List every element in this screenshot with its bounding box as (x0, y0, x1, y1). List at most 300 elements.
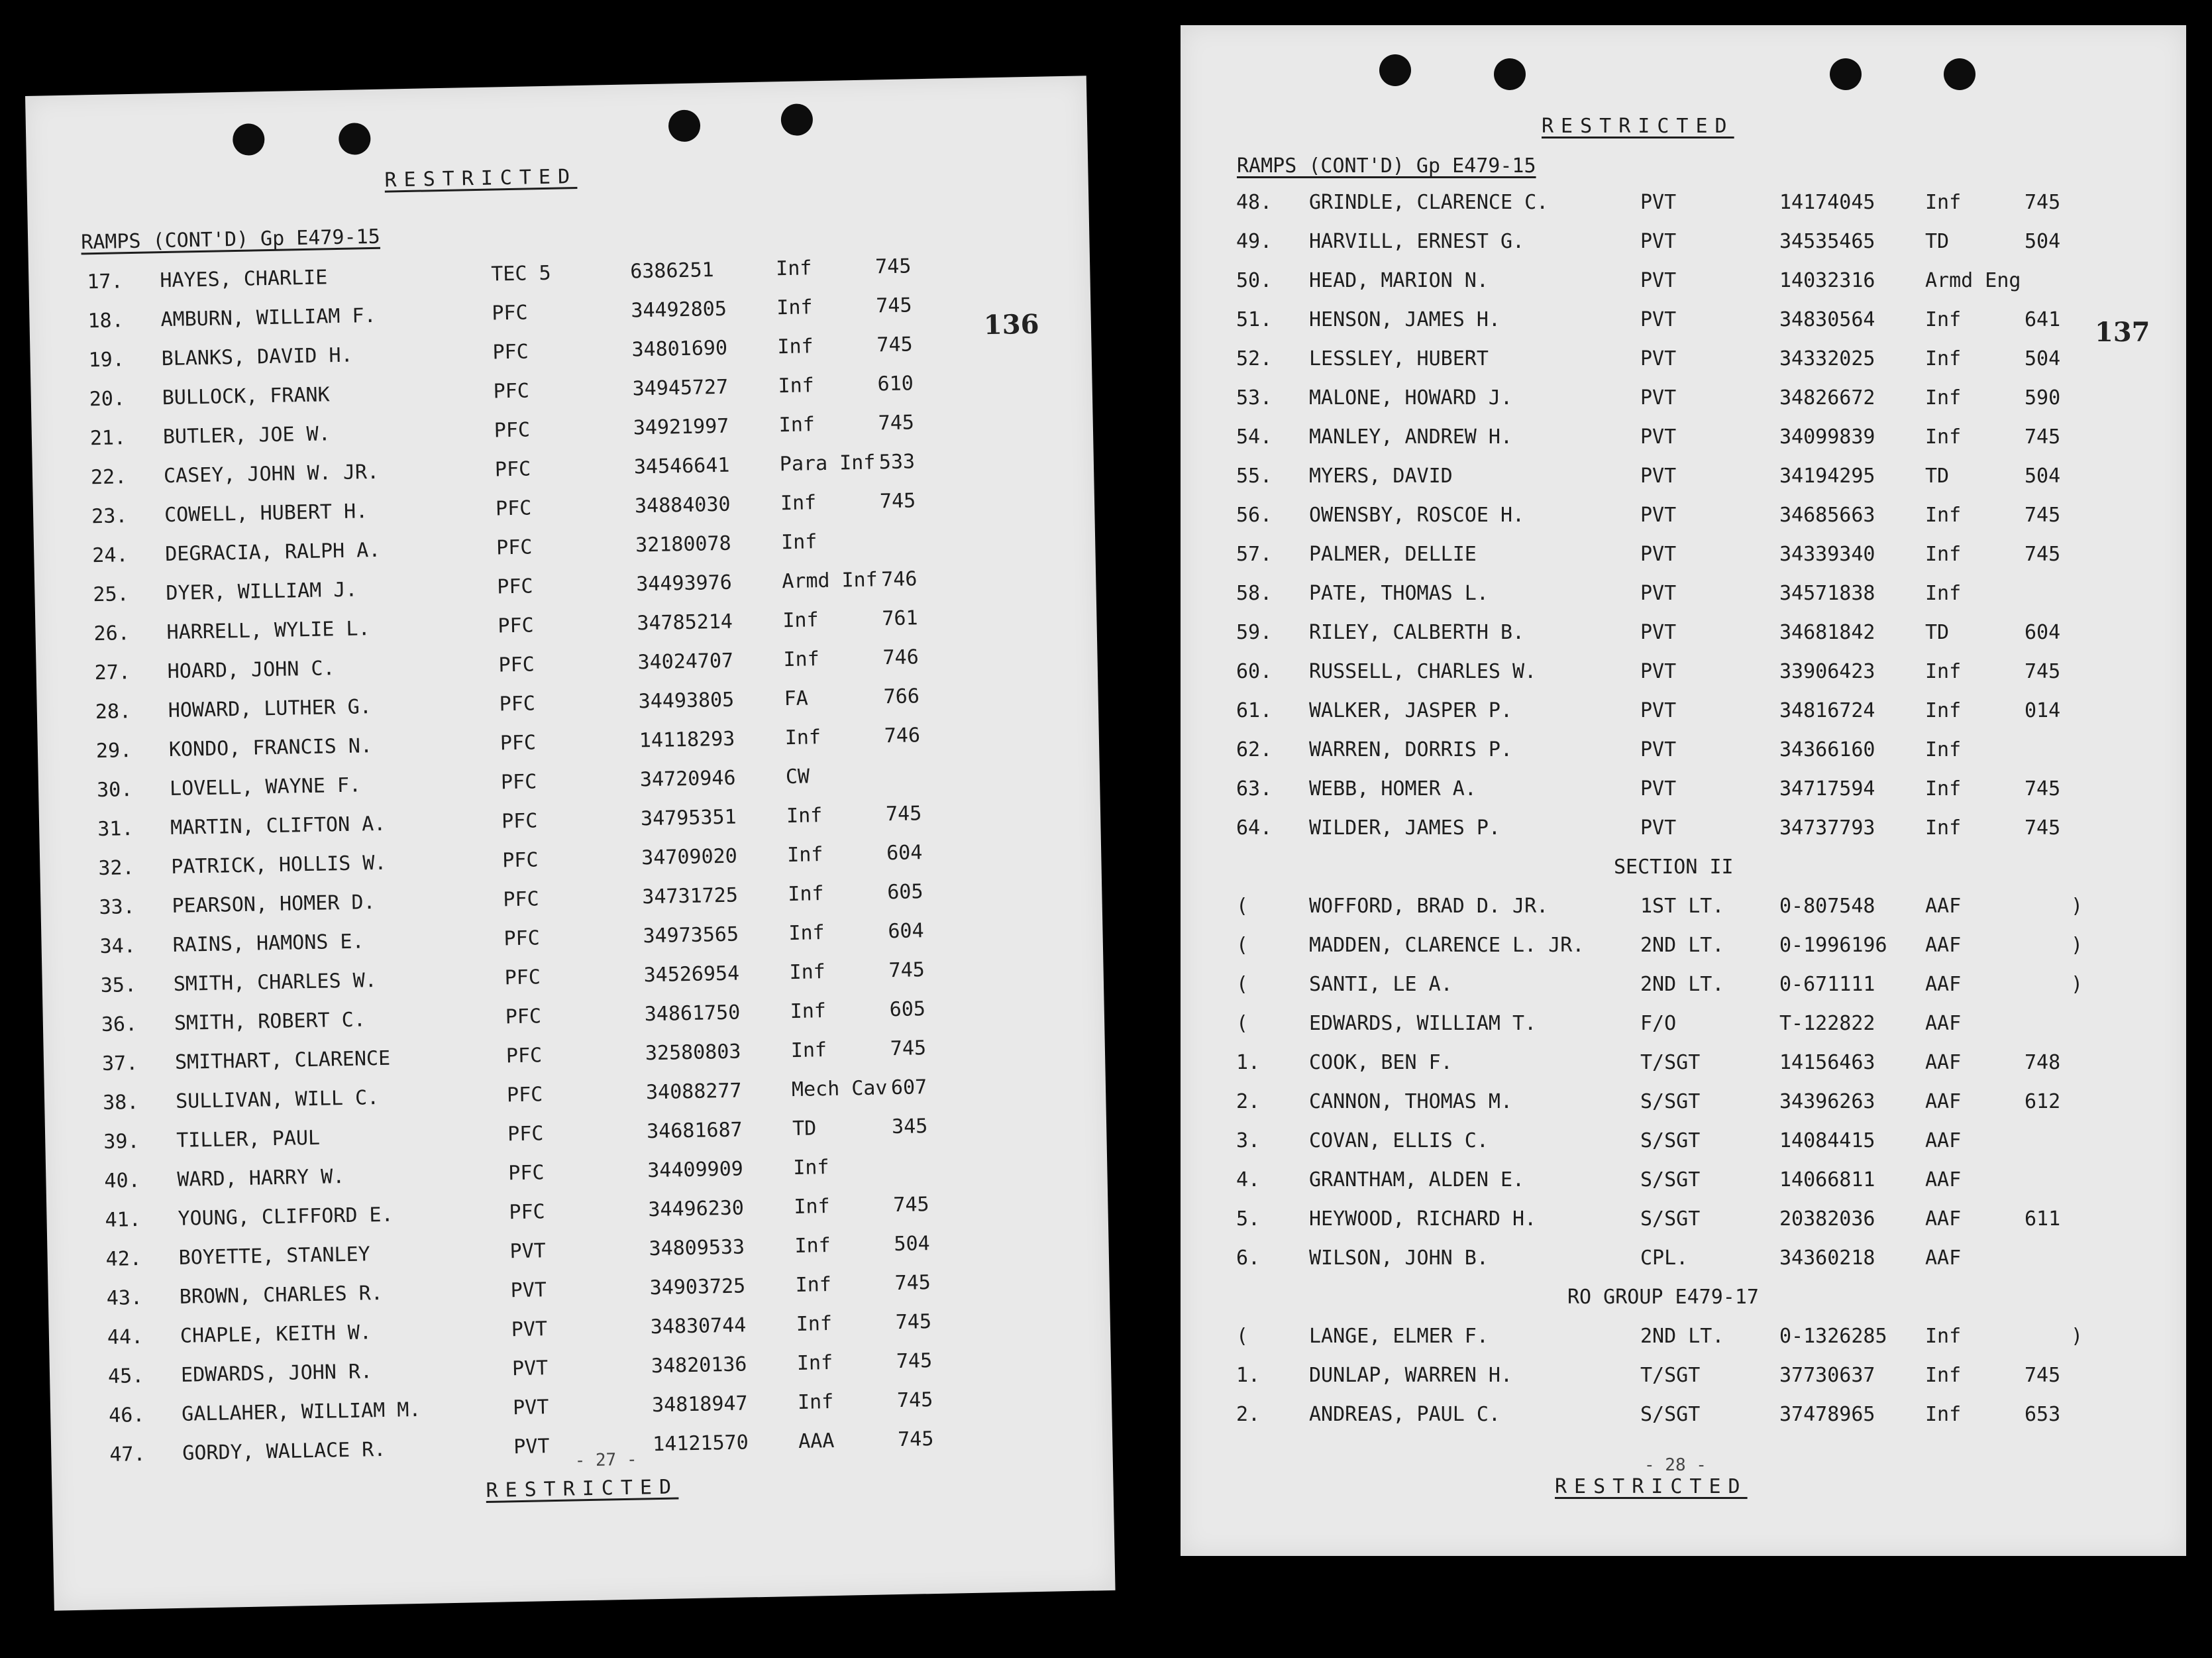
row-number: 22. (90, 465, 127, 490)
soldier-name: LANGE, ELMER F. (1309, 1325, 1489, 1348)
row-number: 23. (91, 504, 128, 529)
soldier-name: SMITHART, CLARENCE (174, 1046, 391, 1074)
soldier-name: MANLEY, ANDREW H. (1309, 425, 1513, 449)
serial-number: 34526954 (643, 962, 740, 987)
soldier-name: DYER, WILLIAM J. (166, 578, 358, 606)
rank: PVT (513, 1435, 550, 1459)
branch: Inf (776, 296, 813, 320)
mos-code: 612 (2025, 1090, 2061, 1113)
rank: PFC (492, 340, 529, 364)
serial-number: 34717594 (1779, 777, 1875, 801)
branch: Inf (780, 530, 817, 555)
roster-row (1236, 543, 2124, 582)
restricted-footer: RESTRICTED (486, 1475, 679, 1503)
roster-row (1236, 738, 2124, 777)
branch: Inf (780, 491, 817, 516)
serial-number: 34099839 (1779, 425, 1875, 449)
serial-number: 14066811 (1779, 1168, 1875, 1191)
row-number: 61. (1236, 699, 1273, 722)
roster-row (1236, 308, 2124, 347)
mos-code: 745 (888, 958, 925, 983)
roster-row (1236, 1325, 2124, 1364)
soldier-name: TILLER, PAUL (176, 1126, 321, 1152)
roster-row (1236, 816, 2124, 856)
roster-row (1236, 465, 2124, 504)
branch: Inf (1925, 1364, 1962, 1387)
branch: Inf (778, 374, 815, 398)
soldier-name: SMITH, ROBERT C. (174, 1008, 366, 1035)
serial-number: 34332025 (1779, 347, 1875, 370)
branch: Inf (1925, 386, 1962, 410)
soldier-name: HEYWOOD, RICHARD H. (1309, 1207, 1537, 1231)
rank: PFC (507, 1122, 544, 1146)
row-number: 59. (1236, 621, 1273, 644)
rank: PVT (1640, 621, 1677, 644)
rank: PVT (1640, 191, 1677, 214)
roster-row (1236, 699, 2124, 738)
rank: PFC (494, 418, 531, 443)
row-number: 52. (1236, 347, 1273, 370)
section-ii-heading (1236, 856, 2124, 895)
row-bracket: ) (2071, 895, 2083, 918)
roster-row (1236, 269, 2124, 308)
row-number: 28. (95, 700, 132, 724)
roster-row (1236, 1364, 2124, 1403)
soldier-name: CANNON, THOMAS M. (1309, 1090, 1513, 1113)
rank: PVT (1640, 347, 1677, 370)
row-number: ( (1236, 1012, 1249, 1035)
mos-code: 745 (2025, 425, 2061, 449)
roster-row (1236, 425, 2124, 465)
rank: PFC (495, 496, 532, 521)
mos-code: 653 (2025, 1403, 2061, 1426)
mos-code: 745 (876, 333, 913, 357)
rank: 2ND LT. (1640, 1325, 1724, 1348)
roster-row (1236, 1090, 2124, 1129)
branch: Inf (786, 843, 823, 867)
mos-code: 504 (894, 1232, 931, 1256)
mos-code: 605 (889, 997, 926, 1022)
soldier-name: PEARSON, HOMER D. (172, 891, 376, 918)
branch: Inf (775, 256, 812, 281)
serial-number: 34731725 (642, 883, 739, 909)
row-number: 33. (99, 895, 136, 920)
serial-number: 34571838 (1779, 582, 1875, 605)
branch: CW (785, 765, 810, 789)
rank: PVT (1640, 308, 1677, 331)
punch-hole (1379, 54, 1411, 86)
serial-number: 14121570 (652, 1431, 749, 1457)
rank: S/SGT (1640, 1403, 1701, 1426)
branch: Inf (794, 1194, 830, 1219)
soldier-name: YOUNG, CLIFFORD E. (178, 1203, 394, 1231)
serial-number: 34921997 (633, 414, 729, 440)
mos-code: 604 (888, 919, 924, 944)
rank: PVT (1640, 465, 1677, 488)
branch: Para Inf (779, 451, 876, 476)
serial-number: 37730637 (1779, 1364, 1875, 1387)
branch: AAF (1925, 1090, 1962, 1113)
rank: PFC (508, 1161, 545, 1186)
soldier-name: HEAD, MARION N. (1309, 269, 1489, 292)
punch-hole (1494, 58, 1526, 90)
rank: PVT (1640, 660, 1677, 683)
mos-code: 745 (878, 411, 915, 435)
punch-hole (233, 123, 265, 156)
row-number: 1. (1236, 1364, 1261, 1387)
serial-number: 34884030 (634, 492, 731, 518)
roster-row (1236, 386, 2124, 425)
soldier-name: WEBB, HOMER A. (1309, 777, 1477, 801)
mos-code: 748 (2025, 1051, 2061, 1074)
serial-number: 34088277 (645, 1079, 742, 1105)
rank: T/SGT (1640, 1051, 1701, 1074)
group-heading: RAMPS (CONT'D) Gp E479-15 (80, 225, 381, 254)
branch: Armd Eng (1925, 269, 2021, 292)
mos-code: 504 (2025, 230, 2061, 253)
row-number: 51. (1236, 308, 1273, 331)
row-number: 63. (1236, 777, 1273, 801)
roster-row (1236, 582, 2124, 621)
rank: PVT (1640, 269, 1677, 292)
rank: PVT (1640, 230, 1677, 253)
serial-number: 34785214 (637, 610, 733, 636)
mos-code: 745 (890, 1036, 927, 1061)
mos-code: 590 (2025, 386, 2061, 410)
row-number: 37. (101, 1052, 138, 1076)
soldier-name: WILSON, JOHN B. (1309, 1246, 1489, 1270)
serial-number: 14118293 (639, 727, 735, 753)
row-number: 34. (99, 934, 136, 959)
row-number: 3. (1236, 1129, 1261, 1152)
row-number: 40. (104, 1168, 140, 1193)
branch: AAF (1925, 1246, 1962, 1270)
mos-code: 745 (875, 294, 912, 318)
serial-number: 34546641 (633, 453, 730, 479)
branch: Inf (1925, 660, 1962, 683)
roster-row (1236, 1207, 2124, 1246)
rank: PFC (501, 848, 539, 873)
serial-number: 33906423 (1779, 660, 1875, 683)
mos-code: 745 (2025, 660, 2061, 683)
soldier-name: GRANTHAM, ALDEN E. (1309, 1168, 1525, 1191)
serial-number: 34493805 (638, 688, 735, 714)
serial-number: 34861750 (644, 1001, 741, 1026)
mos-code: 745 (894, 1271, 931, 1296)
branch: Inf (777, 335, 814, 359)
soldier-name: DUNLAP, WARREN H. (1309, 1364, 1513, 1387)
mos-code: 745 (874, 254, 912, 279)
mos-code: 745 (2025, 1364, 2061, 1387)
row-number: 50. (1236, 269, 1273, 292)
rank: PFC (501, 809, 538, 834)
rank: PFC (494, 457, 531, 482)
rank: PVT (1640, 816, 1677, 840)
branch: Inf (1925, 816, 1962, 840)
branch: TD (1925, 230, 1950, 253)
row-number: 53. (1236, 386, 1273, 410)
row-number: 42. (105, 1246, 142, 1271)
mos-code: 610 (877, 372, 914, 396)
punch-hole (1830, 58, 1862, 90)
rank: 1ST LT. (1640, 895, 1724, 918)
rank: 2ND LT. (1640, 934, 1724, 957)
serial-number: 34973565 (643, 922, 739, 948)
row-number: 47. (109, 1442, 146, 1466)
serial-number: 34830744 (650, 1313, 747, 1339)
rank: PVT (510, 1278, 547, 1303)
rank: PVT (1640, 699, 1677, 722)
branch: AAF (1925, 895, 1962, 918)
roster-row (1236, 621, 2124, 660)
branch: Inf (792, 1156, 829, 1180)
row-number: 24. (91, 543, 129, 568)
branch: Inf (1925, 582, 1962, 605)
mos-code: 533 (878, 450, 916, 474)
row-bracket: ) (2071, 973, 2083, 996)
branch: Armd Inf (781, 568, 878, 594)
row-number: 56. (1236, 504, 1273, 527)
row-number: 45. (107, 1364, 144, 1388)
soldier-name: CHAPLE, KEITH W. (180, 1321, 372, 1348)
soldier-name: LESSLEY, HUBERT (1309, 347, 1489, 370)
branch: Inf (786, 804, 823, 828)
branch: AAF (1925, 1051, 1962, 1074)
row-number: 25. (93, 582, 129, 607)
row-number: ( (1236, 1325, 1249, 1348)
branch: Inf (796, 1311, 833, 1336)
roster-list (87, 254, 971, 1482)
row-number: 54. (1236, 425, 1273, 449)
rank: PFC (505, 1044, 543, 1068)
ro-group-heading (1236, 1286, 2124, 1325)
serial-number: 32180078 (635, 531, 731, 557)
soldier-name: PATE, THOMAS L. (1309, 582, 1489, 605)
row-number: 21. (89, 426, 127, 451)
soldier-name: MALONE, HOWARD J. (1309, 386, 1513, 410)
branch: AAA (798, 1429, 835, 1453)
branch: AAF (1925, 1012, 1962, 1035)
serial-number: 34409909 (647, 1157, 744, 1183)
branch: Inf (790, 1038, 827, 1063)
serial-number: 34194295 (1779, 465, 1875, 488)
roster-row (1236, 660, 2124, 699)
soldier-name: RAINS, HAMONS E. (172, 930, 364, 957)
serial-number: 34366160 (1779, 738, 1875, 761)
serial-number: 14084415 (1779, 1129, 1875, 1152)
soldier-name: MADDEN, CLARENCE L. JR. (1309, 934, 1585, 957)
mos-code: 766 (883, 685, 920, 709)
serial-number: 34818947 (651, 1392, 748, 1417)
page-footer-number: - 28 - (1644, 1455, 1707, 1475)
row-number: 2. (1236, 1403, 1261, 1426)
branch: Inf (788, 921, 825, 946)
serial-number: 14156463 (1779, 1051, 1875, 1074)
serial-number: 34709020 (641, 844, 738, 870)
page-footer-number: - 27 - (574, 1449, 637, 1471)
soldier-name: COWELL, HUBERT H. (164, 500, 368, 527)
serial-number: 34903725 (649, 1274, 746, 1300)
roster-row (1236, 1168, 2124, 1207)
serial-number: 34826672 (1779, 386, 1875, 410)
branch: TD (1925, 621, 1950, 644)
rank: PFC (498, 614, 535, 638)
mos-code: 607 (890, 1076, 927, 1100)
soldier-name: HOWARD, LUTHER G. (168, 695, 372, 723)
branch: Inf (1925, 347, 1962, 370)
row-number: 30. (96, 778, 133, 802)
mos-code: 746 (882, 645, 920, 670)
serial-number: 34681687 (646, 1118, 743, 1144)
row-number: 18. (87, 309, 125, 333)
serial-number: 34493976 (635, 571, 733, 596)
soldier-name: GRINDLE, CLARENCE C. (1309, 191, 1549, 214)
soldier-name: MYERS, DAVID (1309, 465, 1453, 488)
soldier-name: AMBURN, WILLIAM F. (160, 304, 376, 332)
mos-code: 745 (896, 1349, 933, 1374)
branch: Inf (778, 413, 816, 437)
mos-code: 611 (2025, 1207, 2061, 1231)
row-number: 27. (94, 661, 131, 685)
branch: AAF (1925, 1207, 1962, 1231)
rank: PVT (511, 1356, 549, 1381)
row-number: 2. (1236, 1090, 1261, 1113)
soldier-name: DEGRACIA, RALPH A. (164, 538, 381, 567)
rank: PFC (499, 692, 536, 716)
serial-number: 34945727 (632, 375, 729, 401)
rank: PFC (496, 535, 533, 560)
rank: S/SGT (1640, 1129, 1701, 1152)
branch: Inf (790, 999, 827, 1024)
row-number: 32. (98, 856, 134, 881)
row-number: 55. (1236, 465, 1273, 488)
row-number: 38. (102, 1090, 139, 1115)
branch: Inf (1925, 738, 1962, 761)
mos-code: 745 (895, 1310, 932, 1335)
rank: PVT (1640, 386, 1677, 410)
mos-code: 605 (886, 880, 923, 905)
rank: PFC (506, 1083, 543, 1107)
serial-number: 34492805 (631, 297, 727, 323)
rank: PFC (498, 653, 535, 677)
row-number: 64. (1236, 816, 1273, 840)
restricted-header: RESTRICTED (1542, 115, 1734, 138)
serial-number: 34795351 (640, 805, 737, 831)
mos-code: 761 (882, 606, 918, 631)
section-ii-heading-text: SECTION II (1614, 856, 1734, 879)
page-number: 136 (983, 308, 1039, 341)
rank: PFC (509, 1200, 545, 1225)
branch: Inf (784, 726, 821, 750)
serial-number: 0-807548 (1779, 895, 1875, 918)
branch: Mech Cav (791, 1076, 888, 1102)
soldier-name: EDWARDS, WILLIAM T. (1309, 1012, 1537, 1035)
branch: Inf (797, 1390, 834, 1414)
soldier-name: BOYETTE, STANLEY (178, 1243, 370, 1270)
roster-row (1236, 1246, 2124, 1286)
branch: Inf (795, 1272, 832, 1298)
branch: TD (792, 1117, 817, 1141)
mos-code: 745 (897, 1427, 934, 1452)
serial-number: 32580803 (645, 1040, 741, 1066)
row-number: 1. (1236, 1051, 1261, 1074)
roster-row (1236, 1129, 2124, 1168)
serial-number: 14174045 (1779, 191, 1875, 214)
row-number: 35. (100, 973, 137, 998)
soldier-name: BROWN, CHARLES R. (179, 1281, 384, 1309)
soldier-name: WARREN, DORRIS P. (1309, 738, 1513, 761)
branch: AAF (1925, 1129, 1962, 1152)
serial-number: 34801690 (631, 336, 728, 362)
mos-code: 745 (2025, 504, 2061, 527)
rank: PVT (509, 1239, 547, 1264)
roster-list (1236, 191, 2124, 1442)
mos-code: 345 (891, 1115, 928, 1139)
row-number: 19. (88, 348, 125, 372)
soldier-name: HENSON, JAMES H. (1309, 308, 1501, 331)
serial-number: 34396263 (1779, 1090, 1875, 1113)
roster-row (1236, 504, 2124, 543)
rank: PVT (1640, 738, 1677, 761)
rank: PFC (493, 379, 530, 404)
branch: FA (784, 687, 809, 711)
row-number: 60. (1236, 660, 1273, 683)
mos-code: 745 (2025, 543, 2061, 566)
rank: PFC (497, 575, 533, 599)
row-number: 36. (101, 1013, 138, 1037)
branch: Inf (788, 882, 824, 907)
soldier-name: WALKER, JASPER P. (1309, 699, 1513, 722)
row-bracket: ) (2071, 934, 2083, 957)
restricted-header: RESTRICTED (384, 165, 578, 192)
rank: PVT (512, 1396, 549, 1420)
left-document-page (25, 76, 1116, 1610)
restricted-footer: RESTRICTED (1555, 1475, 1748, 1498)
row-number: 20. (89, 387, 126, 412)
mos-code: 746 (884, 724, 921, 748)
soldier-name: HAYES, CHARLIE (160, 266, 328, 293)
soldier-name: BLANKS, DAVID H. (161, 343, 353, 371)
mos-code: 745 (2025, 777, 2061, 801)
serial-number: 6386251 (629, 258, 715, 284)
mos-code: 745 (879, 489, 916, 514)
branch: AAF (1925, 973, 1962, 996)
roster-row (1236, 777, 2124, 816)
row-number: ( (1236, 973, 1249, 996)
rank: F/O (1640, 1012, 1677, 1035)
rank: PFC (492, 301, 528, 325)
mos-code: 745 (2025, 191, 2061, 214)
soldier-name: CASEY, JOHN W. JR. (163, 460, 380, 488)
branch: AAF (1925, 934, 1962, 957)
mos-code: 745 (885, 802, 922, 826)
soldier-name: EDWARDS, JOHN R. (180, 1360, 373, 1387)
mos-code: 745 (2025, 816, 2061, 840)
branch: Inf (1925, 543, 1962, 566)
soldier-name: HARRELL, WYLIE L. (166, 617, 370, 645)
row-number: 41. (105, 1207, 142, 1232)
branch: Inf (1925, 191, 1962, 214)
roster-row (1236, 230, 2124, 269)
soldier-name: HOARD, JOHN C. (167, 657, 335, 684)
row-number: 5. (1236, 1207, 1261, 1231)
serial-number: 34809533 (649, 1235, 745, 1261)
serial-number: 34339340 (1779, 543, 1875, 566)
rank: PVT (1640, 543, 1677, 566)
serial-number: 14032316 (1779, 269, 1875, 292)
mos-code: 746 (880, 567, 918, 592)
roster-row (1236, 895, 2124, 934)
